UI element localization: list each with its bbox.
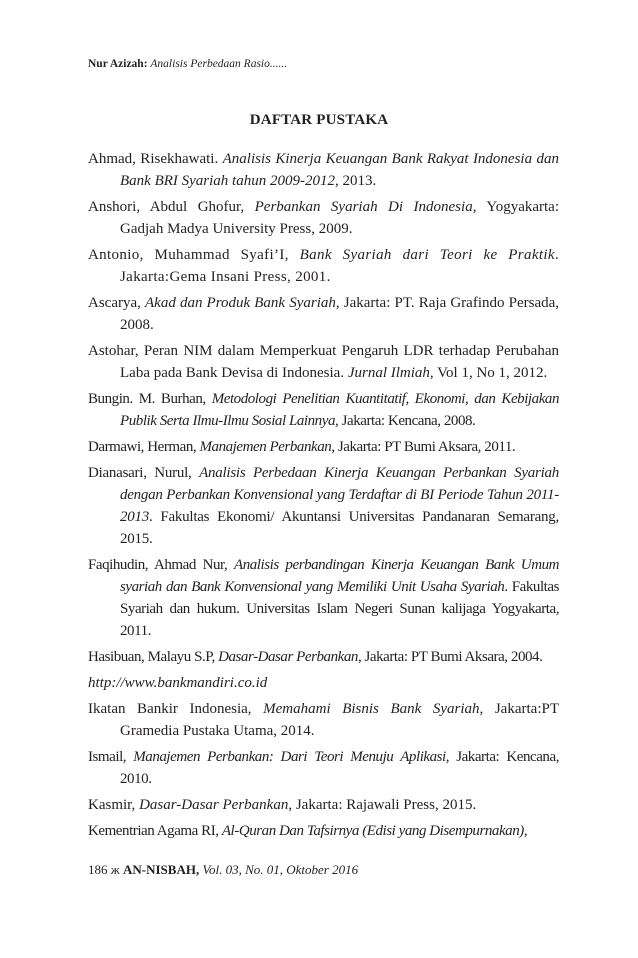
reference-text: Yogyakarta: Gadjah Madya University Press, 2009. (120, 199, 560, 237)
reference-entry (88, 462, 559, 550)
running-head (88, 58, 287, 70)
reference-title: Dasar-Dasar Perbankan (218, 649, 358, 665)
reference-list (88, 148, 559, 846)
reference-entry (88, 292, 559, 336)
reference-entry (88, 698, 559, 742)
reference-entry (88, 554, 559, 642)
reference-entry (88, 148, 559, 192)
page-footer (88, 862, 358, 878)
section-title: DAFTAR PUSTAKA (249, 112, 389, 128)
reference-title: Jurnal Ilmiah, (347, 365, 434, 381)
reference-title: Dasar-Dasar Perbankan (139, 797, 289, 813)
running-head-author: Nur Azizah: (88, 58, 148, 70)
reference-text: , Jakarta: Kencana, 2008. (335, 413, 476, 429)
reference-text: Antonio, Muhammad Syafi’I, (88, 247, 300, 263)
reference-text: , Jakarta: PT. Raja Grafindo Persada, 2008. (120, 295, 560, 333)
reference-title: Metodologi Penelitian Kuantitatif, Ekonomi, dan Kebijakan Publik Serta Ilmu-Ilmu Sosial Lainnya (120, 391, 560, 429)
reference-text: , (523, 823, 528, 839)
reference-entry (88, 794, 559, 816)
reference-text: , Jakarta: Rajawali Press, 2015. (288, 797, 477, 813)
reference-text: Astohar, Peran NIM dalam Memperkuat Pengaruh LDR terhadap Perubahan Laba pada Bank Devisa di Indonesia. (88, 343, 559, 381)
page-number: 186 (88, 862, 108, 877)
reference-text: Ahmad, Risekhawati. (88, 151, 223, 167)
reference-title: http://www.bankmandiri.co.id (88, 675, 268, 691)
reference-title: Akad dan Produk Bank Syariah (145, 295, 336, 311)
reference-entry (88, 746, 559, 790)
reference-entry (88, 244, 559, 288)
reference-title: Manajemen Perbankan (199, 439, 332, 455)
reference-title: Analisis perbandingan Kinerja Keuangan Bank Umum syariah dan Bank Konvensional yang Memiliki Unit Usaha Syariah (120, 557, 560, 595)
reference-text: Ascarya, (88, 295, 146, 311)
reference-text: , Jakarta: PT Bumi Aksara, 2004. (357, 649, 543, 665)
reference-text: , Jakarta: PT Bumi Aksara, 2011. (331, 439, 516, 455)
reference-text: Ismail, (88, 749, 134, 765)
reference-text: . Fakultas Syariah dan hukum. Universitas Islam Negeri Sunan kalijaga Yogyakarta, 2011. (120, 579, 559, 639)
reference-text: Hasibuan, Malayu S.P, (88, 649, 219, 665)
reference-entry (88, 340, 559, 384)
reference-text: Darmawi, Herman, (88, 439, 200, 455)
reference-text: Kementrian Agama RI, (88, 823, 222, 839)
reference-text: , 2013. (334, 173, 377, 189)
reference-title: Analisis Perbedaan Kinerja Keuangan Perbankan Syariah dengan Perbankan Konvensional yang Terdaftar di BI Periode Tahun 2011-2013 (120, 465, 560, 525)
reference-entry (88, 820, 559, 842)
reference-entry (88, 646, 559, 668)
reference-entry (88, 388, 559, 432)
journal-issue: Vol. 03, No. 01, Oktober 2016 (202, 862, 359, 877)
reference-title: Analisis Kinerja Keuangan Bank Rakyat Indonesia dan Bank BRI Syariah tahun 2009-2012 (120, 151, 559, 189)
reference-entry (88, 436, 559, 458)
reference-text: Dianasari, Nurul, (88, 465, 200, 481)
reference-entry (88, 672, 559, 694)
reference-text: Kasmir, (88, 797, 140, 813)
reference-title: Manajemen Perbankan: Dari Teori Menuju Aplikasi (133, 749, 446, 765)
reference-text: , Jakarta: Kencana, 2010. (120, 749, 559, 787)
reference-text: Faqihudin, Ahmad Nur, (88, 557, 234, 573)
reference-text: , Jakarta:PT Gramedia Pustaka Utama, 2014. (120, 701, 559, 739)
reference-text: Anshori, Abdul Ghofur, (88, 199, 255, 215)
reference-text: . Jakarta:Gema Insani Press, 2001. (120, 247, 559, 285)
reference-text: Ikatan Bankir Indonesia, (88, 701, 264, 717)
footer-separator: ж (110, 862, 120, 877)
reference-title: Memahami Bisnis Bank Syariah (263, 701, 480, 717)
reference-text: Bungin. M. Burhan, (88, 391, 212, 407)
running-head-title: Analisis Perbedaan Rasio...... (150, 58, 288, 70)
reference-text: Vol 1, No 1, 2012. (433, 365, 548, 381)
reference-entry (88, 196, 559, 240)
reference-title: Perbankan Syariah Di Indonesia, (254, 199, 477, 215)
reference-title: Al-Quran Dan Tafsirnya (Edisi yang Disempurnakan) (221, 823, 524, 839)
reference-text: . Fakultas Ekonomi/ Akuntansi Universitas Pandanaran Semarang, 2015. (120, 509, 559, 547)
reference-title: Bank Syariah dari Teori ke Praktik (299, 247, 555, 263)
journal-name: AN-NISBAH, (122, 862, 200, 877)
